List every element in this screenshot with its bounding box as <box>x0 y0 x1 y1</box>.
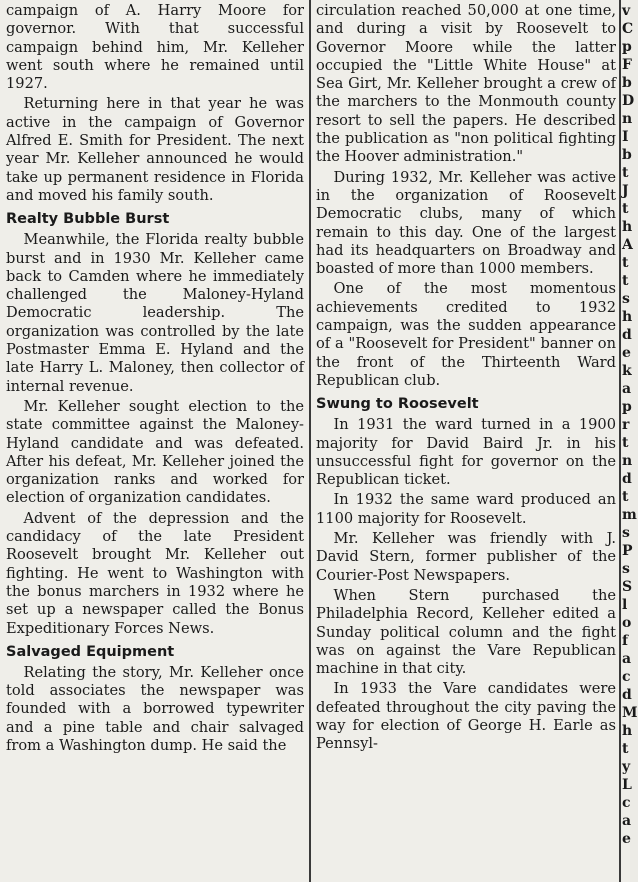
paragraph: In 1932 the same ward produced an 1100 majority for Roosevelt. <box>316 491 616 527</box>
paragraph: Meanwhile, the Florida realty bubble burst and in 1930 Mr. Kelleher came back to Camden where he immediately challenged the Maloney-Hyland Democratic leadership. The organization was controlled by the late Postmaster Emma E. Hyland and the late Harry L. Maloney, then collector of internal revenue. <box>6 231 304 395</box>
cut-off-text-fragment: d <box>622 687 632 703</box>
paragraph: Mr. Kelleher sought election to the state committee against the Maloney-Hyland candidate and was defeated. After his defeat, Mr. Kelleher joined the organization ranks and worked for election of organization candidates. <box>6 397 304 507</box>
cut-off-text-fragment: n <box>622 111 633 127</box>
cut-off-text-fragment: D <box>622 93 635 109</box>
column-divider <box>309 0 311 882</box>
cut-off-text-fragment: e <box>622 831 631 847</box>
cut-off-text-fragment: s <box>622 561 630 577</box>
paragraph: campaign of A. Harry Moore for governor. With that successful campaign behind him, Mr. Kelleher went south where he remained until 1927. <box>6 2 304 93</box>
column-middle <box>316 2 616 880</box>
cut-off-text-fragment: d <box>622 471 632 487</box>
cut-off-text-fragment: p <box>622 39 632 55</box>
cut-off-text-fragment: F <box>622 57 632 73</box>
paragraph: circulation reached 50,000 at one time, and during a visit by Roosevelt to Governor Moore while the latter occupied the "Little White House" at Sea Girt, Mr. Kelleher brought a crew of the marchers to the Monmouth county resort to sell the papers. He described the publication as "non political fighting the Hoover administration." <box>316 2 616 166</box>
cut-off-text-fragment: M <box>622 705 638 721</box>
subheading-realty-bubble-burst: Realty Bubble Burst <box>6 211 170 228</box>
cut-off-text-fragment: m <box>622 507 637 523</box>
column-left <box>6 2 304 880</box>
subheading-salvaged-equipment: Salvaged Equipment <box>6 643 175 660</box>
paragraph: Returning here in that year he was active in the campaign of Governor Alfred E. Smith for President. The next year Mr. Kelleher announced he would take up permanent residence in Florida and moved his family south. <box>6 95 304 204</box>
cut-off-text-fragment: h <box>622 723 633 739</box>
cut-off-text-fragment: r <box>622 417 630 433</box>
paragraph: One of the most momentous achievements credited to 1932 campaign, was the sudden appearance of a "Roosevelt for President" banner on the front of the Thirteenth Ward Republican club. <box>316 280 616 389</box>
cut-off-text-fragment: C <box>622 21 634 37</box>
cut-off-text-fragment: b <box>622 147 632 163</box>
cut-off-text-fragment: s <box>622 525 630 541</box>
cut-off-text-fragment: h <box>622 219 633 235</box>
paragraph: Mr. Kelleher was friendly with J. David Stern, former publisher of the Courier-Post Newspapers. <box>316 530 616 584</box>
cut-off-text-fragment: a <box>622 813 632 829</box>
cut-off-text-fragment: h <box>622 309 633 325</box>
paragraph: In 1931 the ward turned in a 1900 majority for David Baird Jr. in his unsuccessful fight for governor on the Republican ticket. <box>316 416 616 489</box>
cut-off-text-fragment: c <box>622 795 631 811</box>
cut-off-text-fragment: n <box>622 453 633 469</box>
cut-off-text-fragment: y <box>622 759 631 775</box>
cut-off-text-fragment: P <box>622 543 633 559</box>
cut-off-text-fragment: v <box>622 3 631 19</box>
cut-off-text-fragment: c <box>622 669 631 685</box>
cut-off-text-fragment: a <box>622 651 632 667</box>
cut-off-text-fragment: t <box>622 255 629 271</box>
cut-off-text-fragment: t <box>622 435 629 451</box>
cut-off-text-fragment: s <box>622 291 630 307</box>
cut-off-text-fragment: f <box>622 633 629 649</box>
paragraph: Advent of the depression and the candidacy of the late President Roosevelt brought Mr. Kelleher out fighting. He went to Washington with the bonus marchers in 1932 where he set up a newspaper called the Bonus Expeditionary Forces News. <box>6 509 304 637</box>
subheading-swung-to-roosevelt: Swung to Roosevelt <box>316 396 479 413</box>
cut-off-text-fragment: t <box>622 741 629 757</box>
paragraph: In 1933 the Vare candidates were defeated throughout the city paving the way for election of George H. Earle as Pennsyl- <box>316 680 616 753</box>
cut-off-text-fragment: a <box>622 381 632 397</box>
cut-off-text-fragment: I <box>622 129 629 145</box>
paragraph: Relating the story, Mr. Kelleher once told associates the newspaper was founded with a borrowed typewriter and a pine table and chair salvaged from a Washington dump. He said the <box>6 663 304 754</box>
cut-off-text-fragment: L <box>622 777 632 793</box>
cut-off-text-fragment: S <box>622 579 633 595</box>
cut-off-text-fragment: p <box>622 399 632 415</box>
cut-off-text-fragment: d <box>622 327 632 343</box>
cut-off-text-fragment: b <box>622 75 632 91</box>
cut-off-text-fragment: t <box>622 273 629 289</box>
cut-off-text-fragment: t <box>622 165 629 181</box>
cut-off-text-fragment: o <box>622 615 632 631</box>
column-right-cut-off <box>622 2 638 880</box>
cut-off-text-fragment: l <box>622 597 628 613</box>
cut-off-text-fragment: e <box>622 345 631 361</box>
cut-off-text-fragment: t <box>622 201 629 217</box>
cut-off-text-fragment: A <box>622 237 633 253</box>
paragraph: During 1932, Mr. Kelleher was active in the organization of Roosevelt Democratic clubs, many of which remain to this day. One of the largest had its headquarters on Broadway and boasted of more than 1000 members. <box>316 168 616 278</box>
cut-off-text-fragment: J <box>622 183 629 199</box>
paragraph: When Stern purchased the Philadelphia Record, Kelleher edited a Sunday political column and the fight was on against the Vare Republican machine in that city. <box>316 586 616 678</box>
cut-off-text-fragment: k <box>622 363 632 379</box>
cut-off-text-fragment: t <box>622 489 629 505</box>
column-divider <box>619 0 621 882</box>
